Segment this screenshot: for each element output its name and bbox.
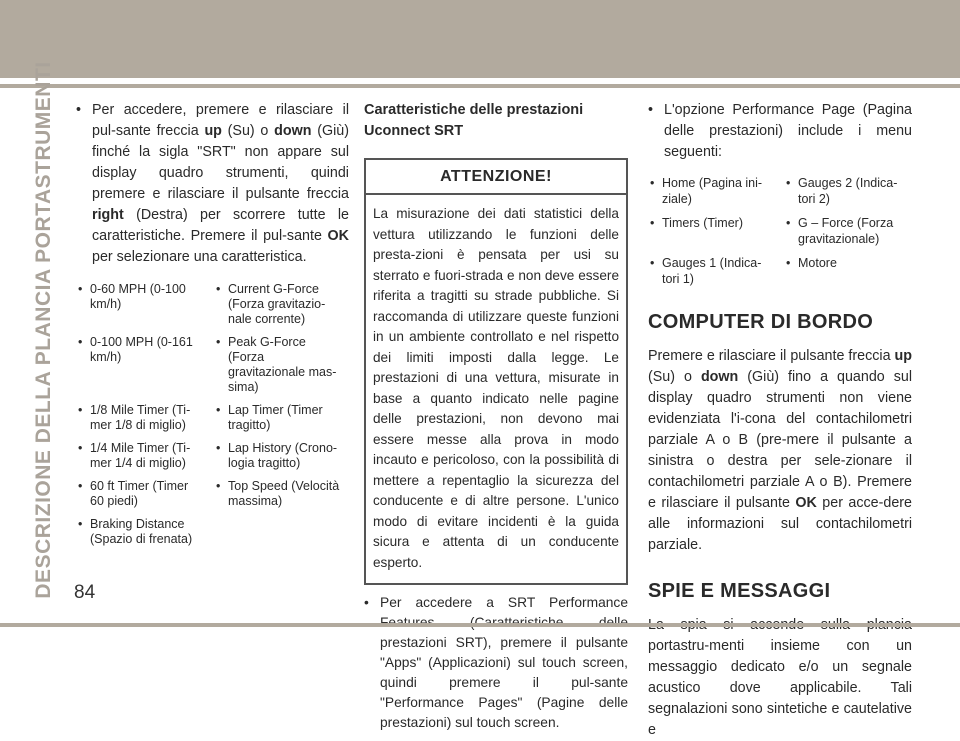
header-rule [0, 84, 960, 88]
column-3 [648, 100, 912, 741]
warning-text: La misurazione dei dati statistici della vettura utilizzando le funzioni delle presta-zioni è pensata per usi su sterrato e fuori-strada e non deve essere riferita a tragitti su strade pubbliche. Si raccomanda di utilizzare queste funzioni in un ambiente controllato e nel rispetto dei limiti imposti dalla legge. Le prestazioni di una vettura, misurate in base a quanto indicato nelle pagine delle prestazioni, non devono mai essere messe alla prova in modo incauto e pericoloso, con la possibilità di mettere a repentaglio la sicurezza del conducente e di altre persone. L'unico modo di evitare incidenti è la guida sicura e attenta di un conducente esperto. [373, 206, 619, 570]
bullet-dot: • [76, 102, 82, 118]
text: L'opzione Performance Page (Pagina delle prestazioni) include i menu seguenti: [664, 102, 912, 160]
text: (Su) o [221, 123, 275, 139]
header-band [0, 0, 960, 78]
menu-list [648, 175, 912, 287]
section-title-computer: COMPUTER DI BORDO [648, 311, 874, 333]
column-2 [364, 100, 628, 733]
list-item: • 1/8 Mile Timer (Ti-mer 1/8 di miglio) [78, 403, 191, 432]
text: per selezionare una caratteristica. [92, 249, 307, 265]
footer-rule [0, 623, 960, 627]
list-item: • G – Force (Forza gravitazionale) [786, 216, 894, 246]
keyword-up: up [894, 348, 912, 364]
list-item: • Current G-Force (Forza gravitazio-nale corrente) [216, 282, 326, 326]
section-tab [20, 61, 68, 599]
side-section-title: DESCRIZIONE DELLA PLANCIA PORTASTRUMENTI [32, 61, 55, 599]
list-item: • Motore [786, 256, 837, 270]
text: (Giù) finché la sigla "SRT" non appare sul display quadro strumenti, quindi premere e rilasciare il pulsante freccia [92, 123, 349, 202]
list-item: • Lap History (Crono-logia tragitto) [216, 441, 338, 470]
list-item: • Braking Distance (Spazio di frenata) [78, 517, 193, 546]
list-item: • Lap Timer (Timer tragitto) [216, 403, 323, 432]
list-item: • 1/4 Mile Timer (Ti-mer 1/4 di miglio) [78, 441, 191, 470]
text: Per accedere a SRT Performance prestazioni SRT), premere il pulsante "Apps" (Applicazioni) sul touch screen, quindi premere il pul-sante "Performance Pages" (Pagine delle prestazioni) sul touch screen. [380, 595, 628, 730]
list-item: • Top Speed (Velocità massima) [216, 479, 340, 508]
text: Per accedere, premere e rilasciare il pul-sante freccia [92, 102, 349, 139]
keyword-down: down [274, 123, 312, 139]
keyword-up: up [204, 123, 222, 139]
keyword-ok: OK [795, 495, 817, 511]
warning-title: ATTENZIONE! [366, 160, 626, 195]
spie-paragraph: portastru-menti insieme con un messaggio dedicato e/o un segnale acustico dove applicabile. Tali segnalazioni sono sintetiche e cautelative e [648, 638, 912, 738]
srt-access-bullet [364, 593, 628, 733]
page-number: 84 [74, 582, 96, 603]
keyword-down: down [700, 369, 739, 385]
list-item: • 0-100 MPH (0-161 km/h) [78, 335, 193, 364]
list-item: • Gauges 2 (Indica-tori 2) [786, 176, 898, 206]
bullet-dot: • [648, 102, 654, 118]
text: (Destra) per scorrere tutte le caratteristiche. Premere il pul-sante [92, 207, 349, 244]
section-heading: Caratteristiche delle prestazioni Uconnect SRT [364, 102, 584, 139]
computer-paragraph: Premere e rilasciare il pulsante freccia up (Su) o down (Giù) fino a quando sul display quadro strumenti non viene evidenziata l'i-cona del contachilometri parziale A o B (pre-mere il pulsante a sinistra o destra per sele-zionare il contachilometri parziale A o B). Premere e rilasciare il pulsante OK per acce-dere alle informazioni sul contachilometri parziale. [648, 348, 912, 553]
list-item: • Timers (Timer) [650, 216, 743, 230]
performance-page-bullet [648, 100, 912, 163]
access-instructions-bullet [76, 100, 349, 268]
list-item: • 0-60 MPH (0-100 km/h) [78, 282, 186, 311]
list-item: • Gauges 1 (Indica-tori 1) [650, 256, 762, 286]
list-item: • Peak G-Force (Forza gravitazionale mas-sima) [216, 335, 337, 394]
column-1 [76, 100, 349, 547]
keyword-ok: OK [327, 228, 349, 244]
features-list [76, 282, 349, 547]
section-title-spie: SPIE E MESSAGGI [648, 580, 831, 602]
bullet-dot: • [364, 595, 369, 610]
keyword-right: right [92, 207, 124, 223]
list-item: • 60 ft Timer (Timer 60 piedi) [78, 479, 189, 508]
list-item: • Home (Pagina ini-ziale) [650, 176, 763, 206]
warning-box [364, 158, 628, 585]
